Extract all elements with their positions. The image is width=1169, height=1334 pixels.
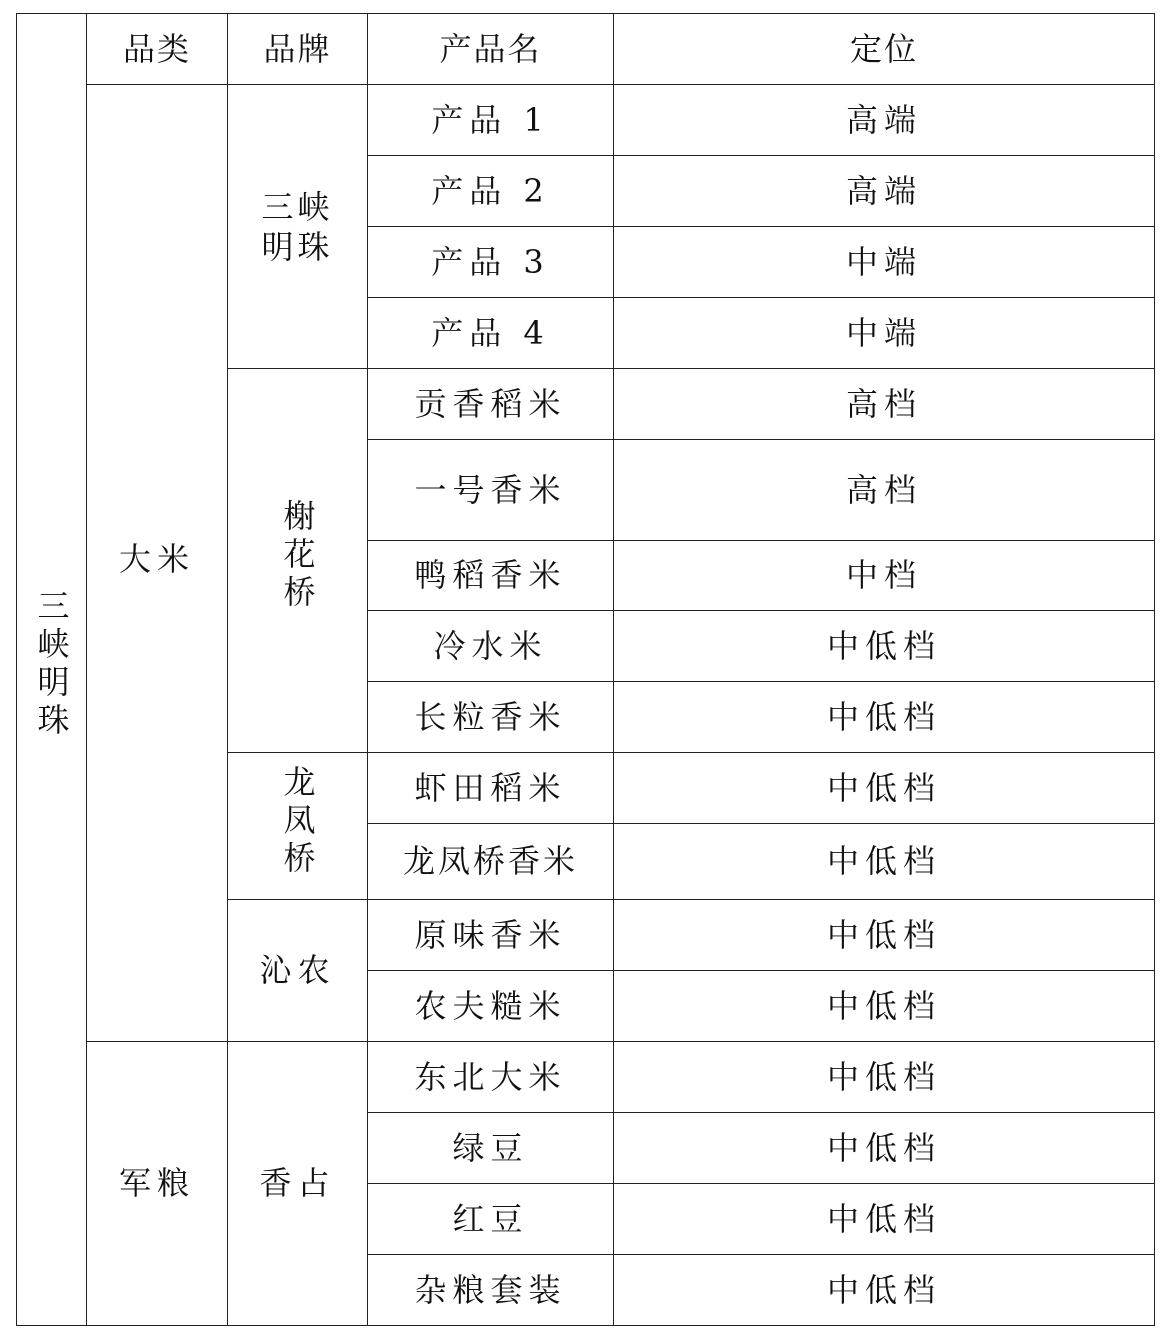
product-cell: 产品 4 [368, 298, 614, 369]
positioning-cell: 中端 [614, 298, 1155, 369]
brand-label: 香占 [259, 1164, 336, 1203]
category-cell-rice [87, 85, 228, 1042]
positioning-cell: 中低档 [614, 1255, 1155, 1326]
product-cell: 杂粮套装 [368, 1255, 614, 1326]
brand-label: 沁农 [259, 951, 336, 990]
product-cell: 龙凤桥香米 [368, 824, 614, 900]
brand-cell [228, 900, 368, 1042]
product-cell: 产品 3 [368, 227, 614, 298]
product-cell: 一号香米 [368, 440, 614, 541]
brand-cell [228, 369, 368, 753]
product-cell: 农夫糙米 [368, 971, 614, 1042]
product-cell: 产品 1 [368, 85, 614, 156]
positioning-cell: 中低档 [614, 971, 1155, 1042]
positioning-cell: 中低档 [614, 900, 1155, 971]
header-category: 品类 [87, 14, 228, 85]
header-positioning: 定位 [614, 14, 1155, 85]
positioning-cell: 高档 [614, 369, 1155, 440]
company-cell [17, 14, 87, 1326]
product-cell: 贡香稻米 [368, 369, 614, 440]
brand-cell [228, 85, 368, 369]
brand-label: 三峡明珠 [261, 187, 334, 266]
header-brand: 品牌 [228, 14, 368, 85]
company-name: 三峡明珠 [32, 589, 71, 742]
product-cell: 原味香米 [368, 900, 614, 971]
brand-label: 榭花桥 [278, 499, 317, 614]
header-product: 产品名 [368, 14, 614, 85]
product-cell: 虾田稻米 [368, 753, 614, 824]
positioning-cell: 中低档 [614, 824, 1155, 900]
positioning-cell: 中低档 [614, 1184, 1155, 1255]
positioning-cell: 中低档 [614, 1113, 1155, 1184]
table-row [17, 1042, 1155, 1113]
category-label: 大米 [118, 539, 195, 578]
positioning-cell: 中低档 [614, 1042, 1155, 1113]
product-positioning-table [16, 13, 1155, 1326]
brand-cell [228, 753, 368, 900]
positioning-cell: 高端 [614, 156, 1155, 227]
category-cell-army [87, 1042, 228, 1326]
brand-label: 龙凤桥 [278, 764, 317, 879]
positioning-cell: 高端 [614, 85, 1155, 156]
brand-cell [228, 1042, 368, 1326]
product-cell: 冷水米 [368, 611, 614, 682]
product-cell: 红豆 [368, 1184, 614, 1255]
positioning-cell: 中档 [614, 541, 1155, 611]
category-label: 军粮 [118, 1164, 195, 1203]
product-cell: 长粒香米 [368, 682, 614, 753]
positioning-cell: 中低档 [614, 753, 1155, 824]
product-cell: 产品 2 [368, 156, 614, 227]
table-row [17, 85, 1155, 156]
product-cell: 绿豆 [368, 1113, 614, 1184]
product-cell: 鸭稻香米 [368, 541, 614, 611]
positioning-cell: 高档 [614, 440, 1155, 541]
product-cell: 东北大米 [368, 1042, 614, 1113]
header-row [17, 14, 1155, 85]
positioning-cell: 中低档 [614, 682, 1155, 753]
positioning-cell: 中低档 [614, 611, 1155, 682]
positioning-cell: 中端 [614, 227, 1155, 298]
